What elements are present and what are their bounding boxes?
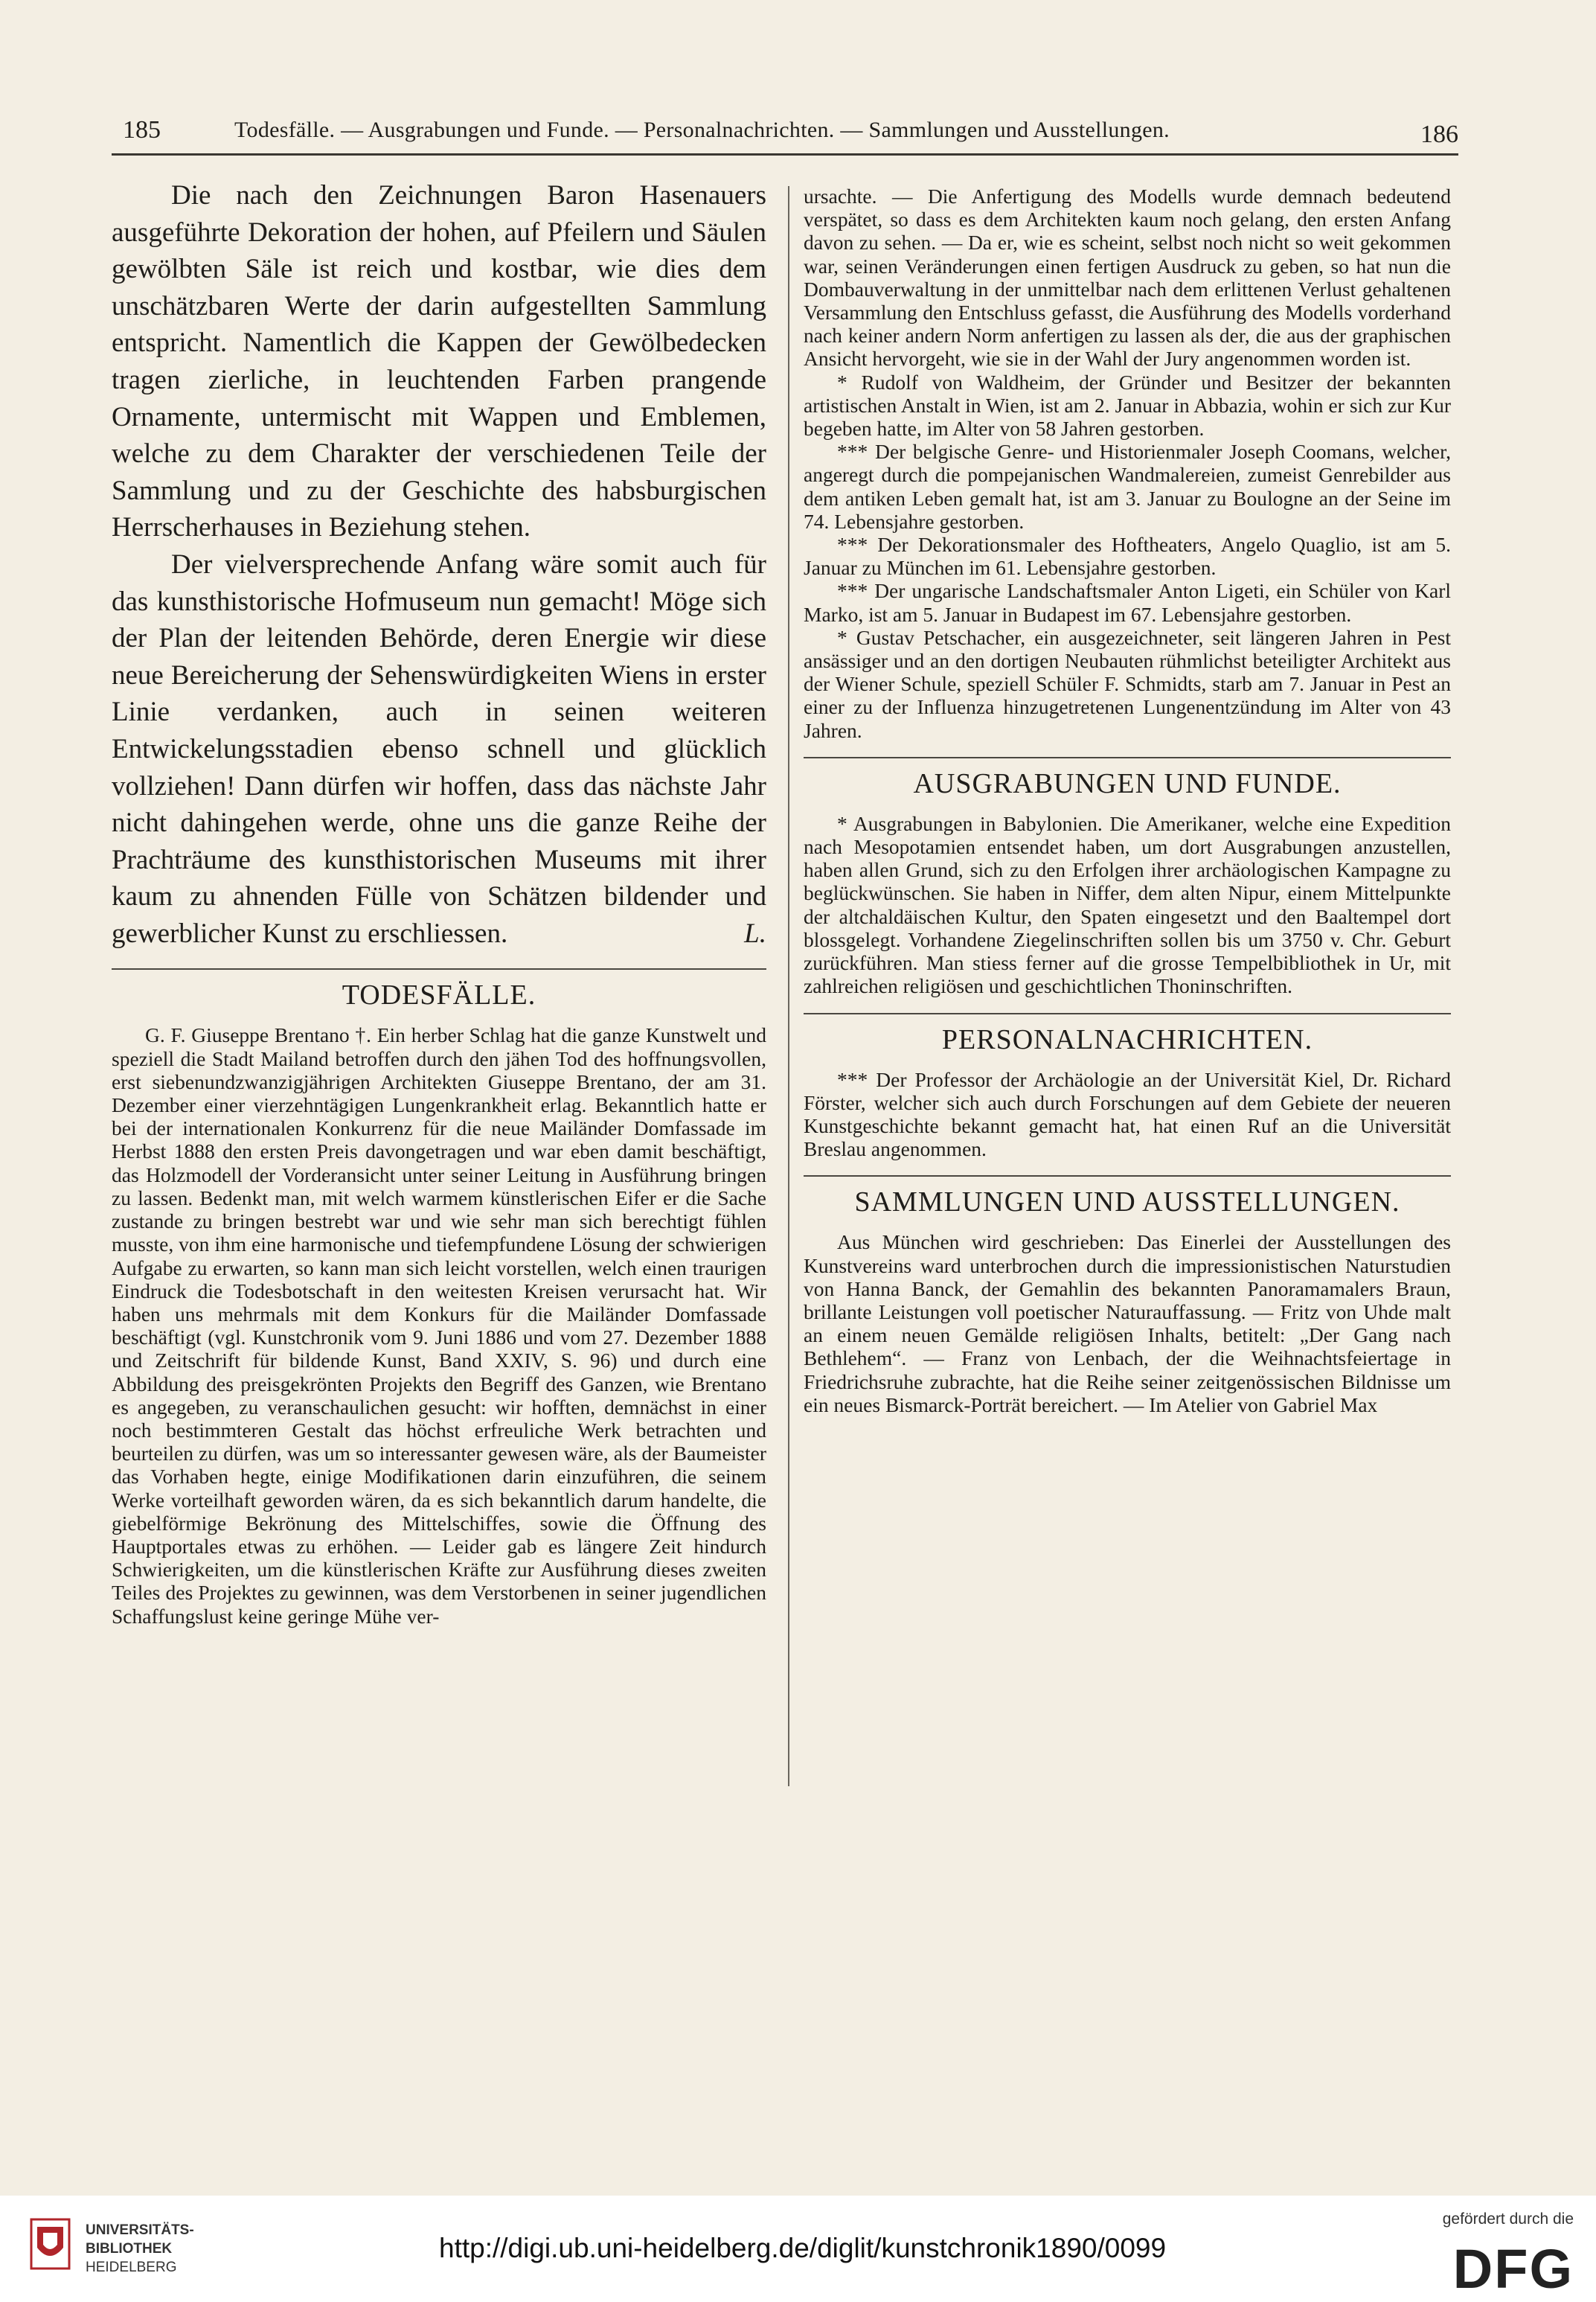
news-foerster: *** Der Professor der Archäologie an der Universität Kiel, Dr. Richard Förster, welcher sich auch durch Forschungen auf dem Gebiete der neueren Kunstgeschichte bekannt gemacht hat, hat einen Ruf an die Universität Breslau angenommen. bbox=[804, 1067, 1451, 1161]
article-paragraph: Die nach den Zeichnungen Baron Hasenauers ausgeführte Dekoration der hohen, auf Pfeilern und Säulen gewölbten Säle ist reich und kostbar, wie dies dem unschätzbaren Werte der darin aufgestellten Sammlung entspricht. Namentlich die Kappen der Gewölbedecken tragen zierliche, in leuchtenden Farben prangende Ornamente, untermischt mit Wappen und Emblemen, welche zu dem Charakter der verschiedenen Teile der Sammlung und zu der Geschichte des habsburgischen Herrscherhauses in Beziehung stehen. bbox=[112, 180, 766, 543]
left-column bbox=[112, 177, 766, 1628]
section-heading-personal: PERSONALNACHRICHTEN. bbox=[941, 1023, 1313, 1055]
digitization-footer bbox=[0, 2196, 1596, 2302]
museum-article bbox=[112, 177, 766, 952]
funding-note: gefördert durch die bbox=[1442, 2210, 1574, 2228]
section-rule bbox=[804, 1175, 1451, 1177]
news-muenchen: Aus München wird geschrieben: Das Einerlei der Ausstellungen des Kunstvereins ward unterbrochen durch die impressionistischen Naturstudien von Hanna Banck, der Gemahlin des bekannten Panoramamalers Braun, brillante Leistungen voll poetischer Naturauffassung. — Fritz von Uhde malt an einem neuen Gemälde religiösen Inhalts, betitelt: „Der Gang nach Bethlehem“. — Franz von Lenbach, der die Weihnachtsfeiertage in Friedrichsruhe zubrachte, hat die Reihe seiner zeitgenössischen Bildnisse um ein neues Bismarck-Porträt bereichert. — Im Atelier von Gabriel Max bbox=[804, 1230, 1451, 1416]
page-number-left: 185 bbox=[123, 116, 161, 144]
library-seal-icon bbox=[30, 2218, 71, 2270]
obituary-petschacher: * Gustav Petschacher, ein ausgezeichneter, seit längeren Jahren in Pest ansässiger und an den dortigen Neubauten rühmlichst beteiligter Architekt aus der Wiener Schule, speziell Schüler F. Schmidts, starb am 7. Januar in Pest an einer zu der Influenza hinzugetretenen Lungenentzündung im Alter von 43 Jahren. bbox=[804, 625, 1451, 742]
source-url-link[interactable]: http://digi.ub.uni-heidelberg.de/diglit/kunstchronik1890/0099 bbox=[439, 2233, 1167, 2263]
column-divider bbox=[788, 186, 789, 1786]
library-name: UNIVERSITÄTS- BIBLIOTHEK HEIDELBERG bbox=[86, 2222, 194, 2275]
obituary-coomans: *** Der belgische Genre- und Historienmaler Joseph Coomans, welcher, angeregt durch die pompejanischen Wandmalereien, zumeist Genrebilder aus dem antiken Leben gemalt hat, ist am 3. Januar zu Boulogne an der Seine im 74. Lebensjahre gestorben. bbox=[804, 440, 1451, 533]
section-heading-todesfaelle: TODESFÄLLE. bbox=[342, 979, 536, 1011]
article-signature: L. bbox=[744, 918, 766, 949]
obituary-waldheim: * Rudolf von Waldheim, der Gründer und Besitzer der bekannten artistischen Anstalt in Wien, ist am 2. Januar in Abbazia, wohin er sich zur Kur begeben hatte, im Alter von 58 Jahren gestorben. bbox=[804, 370, 1451, 441]
right-column bbox=[804, 185, 1451, 1416]
header-rule bbox=[112, 153, 1458, 156]
running-title: Todesfälle. — Ausgrabungen und Funde. — Personalnachrichten. — Sammlungen und Ausstellungen. bbox=[234, 118, 1170, 142]
running-header bbox=[112, 110, 1458, 155]
section-rule bbox=[804, 1013, 1451, 1014]
obituary-quaglio: *** Der Dekorationsmaler des Hoftheaters, Angelo Quaglio, ist am 5. Januar zu München im 61. Lebensjahre gestorben. bbox=[804, 533, 1451, 580]
obituary-brentano: G. F. Giuseppe Brentano †. Ein herber Schlag hat die ganze Kunstwelt und speziell die Stadt Mailand betroffen durch den jähen Tod des hoffnungsvollen, erst siebenundzwanzigjährigen Architekten Giuseppe Brentano, der am 31. Dezember einer vierzehntägigen Lungenkrankheit erlag. Bekanntlich hatte er bei der internationalen Konkurrenz für die neue Mailänder Domfassade im Herbst 1888 den ersten Preis davongetragen und war eben damit beschäftigt, das Holzmodell der Vorderansicht unter seiner Leitung in Ausführung bringen zu lassen. Bedenkt man, mit welch warmem künstlerischen Eifer er die Sache zustande zu bringen bestrebt war und wie sehr man sich berechtigt fühlen musste, von ihm eine harmonische und tiefempfundene Lösung der schwierigen Aufgabe zu erwarten, so kann man sich leicht vorstellen, welch einen traurigen Eindruck die Todesbotschaft in den weitesten Kreisen verursacht hat. Wir haben uns mehrmals mit dem Konkurs für die Mailänder Domfassade beschäftigt (vgl. Kunstchronik vom 9. Juni 1886 und vom 27. Dezember 1888 und Zeitschrift für bildende Kunst, Band XXIV, S. 96) und durch eine Abbildung des preisgekrönten Projekts den Begriff des Ganzen, wie Brentano es angegeben, zu veranschaulichen gesucht: wir hofften, demnächst in einer noch bestimmteren Gestalt das höchst erfreuliche Werk betrachten und beurteilen zu dürfen, was um so interessanter gewesen wäre, als der Baumeister das Vorhaben hegte, einige Modifikationen darin einzuführen, die seinem Werke vorteilhaft geworden wären, da es sich bekanntlich darum handelte, die giebelförmige Bekrönung des Mittelschiffes, sowie die Öffnung des Hauptportales etwas zu erhöhen. — Leider gab es längere Zeit hindurch Schwierigkeiten, um die künstlerischen Kräfte zur Ausführung dieses zweiten Teiles des Projektes zu gewinnen, was dem Verstorbenen in seiner jugendlichen Schaffungslust keine geringe Mühe ver- bbox=[112, 1023, 766, 1628]
article-paragraph: Der vielversprechende Anfang wäre somit auch für das kunsthistorische Hofmuseum nun gemacht! Möge sich der Plan der leitenden Behörde, deren Energie wir diese neue Bereicherung der Sehenswürdigkeiten Wiens in erster Linie verdanken, auch in seinen weiteren Entwickelungsstadien ebenso schnell und glücklich vollziehen! Dann dürfen wir hoffen, dass das nächste Jahr nicht dahingehen werde, ohne uns die ganze Reihe der Prachträume des kunsthistorischen Museums mit ihrer kaum zu ahnenden Fülle von Schätzen bildender und gewerblicher Kunst zu erschliessen. L. bbox=[112, 546, 766, 953]
dfg-logo: DFG bbox=[1452, 2238, 1574, 2300]
obituary-brentano-continued: ursachte. — Die Anfertigung des Modells wurde demnach bedeutend verspätet, so dass es dem Architekten kaum noch gelang, den ersten Anfang davon zu sehen. — Da er, wie es scheint, selbst noch nicht so weit gekommen war, seinen Veränderungen einen fertigen Ausdruck zu geben, so hat nun die Dombauverwaltung in der unmittelbar nach dem erlittenen Verlust gehaltenen Versammlung den Entschluss gefasst, die Ausführung des Modells vorderhand nach keiner andern Norm anfertigen zu lassen als der, die aus der graphischen Ansicht hervorgeht, wie sie in der Wahl der Jury angenommen worden ist. bbox=[804, 185, 1451, 371]
section-heading-sammlungen: SAMMLUNGEN UND AUSSTELLUNGEN. bbox=[854, 1186, 1400, 1218]
section-heading-ausgrabungen: AUSGRABUNGEN UND FUNDE. bbox=[913, 767, 1342, 799]
obituary-ligeti: *** Der ungarische Landschaftsmaler Anton Ligeti, ein Schüler von Karl Marko, ist am 5. Januar in Budapest im 67. Lebensjahre gestorben. bbox=[804, 579, 1451, 626]
section-rule bbox=[112, 968, 766, 970]
news-babylonien: * Ausgrabungen in Babylonien. Die Amerikaner, welche eine Expedition nach Mesopotamien entsendet haben, um dort Ausgrabungen anzustellen, haben allen Grund, sich zu den Erfolgen ihrer archäologischen Kampagne zu beglückwünschen. Sie haben in Niffer, dem alten Nipur, einem Mittelpunkte der altchaldäischen Kultur, den Spaten eingesetzt und den Baaltempel dort blossgelegt. Vorhandene Ziegelinschriften sollen bis um 3750 v. Chr. Geburt zurückführen. Man stiess ferner auf die grosse Tempelbibliothek in Ur, mit zahlreichen religiösen und geschichtlichen Thoninschriften. bbox=[804, 811, 1451, 998]
section-rule bbox=[804, 757, 1451, 758]
page-number-right: 186 bbox=[1420, 121, 1458, 148]
